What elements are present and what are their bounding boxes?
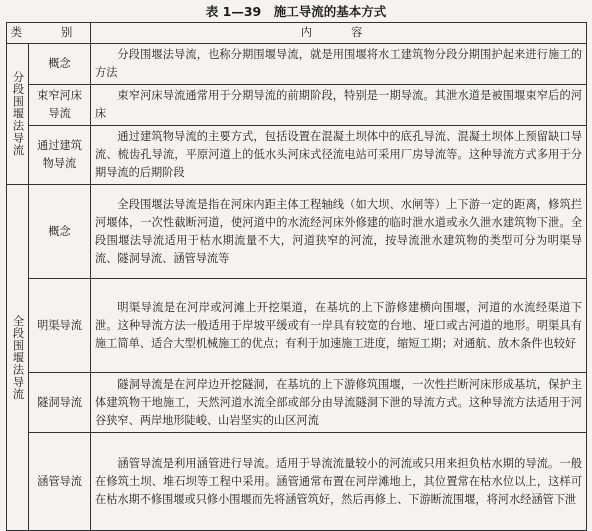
table-row <box>7 433 587 531</box>
row-text: 明渠导流是在河岸或河滩上开挖渠道，在基坑的上下游修建横向围堰，河道的水流经渠道下泄。这种导流方法一般适用于岸坡平缓或有一岸具有较宽的台地、垭口或古河道的地形。明渠具有施工简单、适合大型机械施工的优点；有利于加速施工进度，缩短工期；对通航、放木条件也较好 <box>91 279 587 373</box>
row-label: 通过建筑物导流 <box>29 126 91 185</box>
row-text: 隧洞导流是在河岸边开挖隧洞，在基坑的上下游修筑围堰，一次性拦断河床形成基坑，保护主体建筑物干地施工，天然河道水流全部或部分由导流隧洞下泄的导流方式。这种导流方法适用于河谷狭窄、两岸地形陡峻、山岩坚实的山区河流 <box>91 373 587 433</box>
table-row <box>7 85 587 126</box>
table-row <box>7 126 587 185</box>
header-content: 内 容 <box>91 23 587 44</box>
row-label: 明渠导流 <box>29 279 91 373</box>
row-label: 概念 <box>29 185 91 279</box>
group-label-staged: 分段围堰法导流 <box>7 44 29 185</box>
row-label: 束窄河床导流 <box>29 85 91 126</box>
table-title: 表 1—39 施工导流的基本方式 <box>205 4 387 19</box>
row-label: 隧洞导流 <box>29 373 91 433</box>
row-label: 概念 <box>29 44 91 85</box>
diversion-methods-table <box>6 22 587 531</box>
table-row <box>7 44 587 85</box>
table-row <box>7 185 587 279</box>
row-text: 通过建筑物导流的主要方式，包括设置在混凝土坝体中的底孔导流、混凝土坝体上预留缺口导流、梳齿孔导流，平原河道上的低水头河床式径流电站可采用厂房导流等。这种导流方式多用于分期导流的后期阶段 <box>91 126 587 185</box>
table-row <box>7 373 587 433</box>
table-row <box>7 279 587 373</box>
row-text: 全段围堰法导流是指在河床内距主体工程轴线（如大坝、水闸等）上下游一定的距离，修筑拦河堰体，一次性截断河道，使河道中的水流经河床外修建的临时泄水道或永久泄水建筑物下泄。全段围堰法导流适用于枯水期流量不大，河道狭窄的河流，按导流泄水建筑物的类型可分为明渠导流、隧洞导流、涵管导流等 <box>91 185 587 279</box>
table-header-row <box>7 23 587 44</box>
row-text: 束窄河床导流通常用于分期导流的前期阶段，特别是一期导流。其泄水道是被围堰束窄后的河床 <box>91 85 587 126</box>
row-label: 涵管导流 <box>29 433 91 531</box>
row-text: 分段围堰法导流，也称分期围堰导流，就是用围堰将水工建筑物分段分期围护起来进行施工的方法 <box>91 44 587 85</box>
group-label-full: 全段围堰法导流 <box>7 185 29 531</box>
header-category: 类 别 <box>7 23 91 44</box>
row-text: 涵管导流是利用涵管进行导流。适用于导流流量较小的河流或只用来担负枯水期的导流。一般在修筑土坝、堆石坝等工程中采用。涵管通常布置在河岸滩地上，其位置常在枯水位以上，这样可在枯水期不修围堰或只修小围堰而先将涵管筑好，然后再修上、下游断流围堰，将河水经涵管下泄 <box>91 433 587 531</box>
